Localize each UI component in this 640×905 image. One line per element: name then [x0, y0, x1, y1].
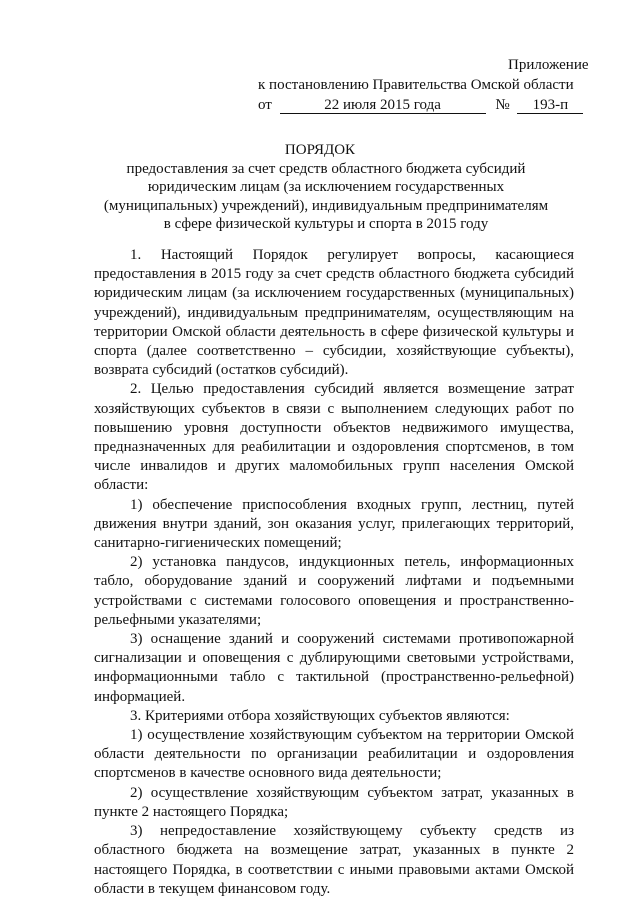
paragraph-2-item-2: 2) установка пандусов, индукционных петель, информационных табло, оборудование зданий и сооружений лифтами и подъемными устройствами с системами голосового оповещения и пространственно-рельефными указателями;	[94, 554, 574, 628]
paragraph-3-item-2: 2) осуществление хозяйствующим субъектом затрат, указанных в пункте 2 настоящего Порядка;	[94, 784, 574, 820]
paragraph-1: 1. Настоящий Порядок регулирует вопросы, касающиеся предоставления в 2015 году за счет средств областного бюджета субсидий юридическим лицам (за исключением государственных (муниципальных) учреждений), индивидуальным предпринимателям, осуществляющим на территории Омской области деятельность в сфере физической культуры и спорта (далее соответственно – субсидии, хозяйствующие субъекты), возврата субсидий (остатков субсидий).	[94, 247, 574, 379]
document-body	[94, 246, 574, 899]
document-title: ПОРЯДОК	[284, 142, 356, 158]
resolution-number: 193-п	[517, 97, 583, 114]
paragraph-2-item-1: 1) обеспечение приспособления входных групп, лестниц, путей движения внутри зданий, зон оказания услуг, прилегающих территорий, санитарно-гигиенических помещений;	[94, 496, 574, 552]
paragraph-3: 3. Критериями отбора хозяйствующих субъектов являются:	[130, 707, 510, 724]
resolution-date: 22 июля 2015 года	[280, 97, 486, 114]
appendix-label: Приложение	[508, 57, 589, 73]
date-prefix: от	[258, 97, 272, 113]
resolution-date-line	[258, 95, 583, 115]
paragraph-3-item-1: 1) осуществление хозяйствующим субъектом на территории Омской области деятельности по организации реабилитации и оздоровления спортсменов в качестве основного вида деятельности;	[94, 727, 574, 782]
paragraph-2: 2. Целью предоставления субсидий является возмещение затрат хозяйствующих субъектов в связи с выполнением следующих работ по повышению уровня доступности объектов недвижимого имущества, предназначенных для реабилитации и оздоровления спортсменов, в том числе инвалидов и других маломобильных групп населения Омской области:	[94, 381, 574, 494]
paragraph-3-item-3: 3) непредоставление хозяйствующему субъекту средств из областного бюджета на возмещение затрат, указанных в пункте 2 настоящего Порядка, в соответствии с иными правовыми актами Омской области в текущем финансовом году.	[94, 823, 574, 897]
paragraph-2-item-3: 3) оснащение зданий и сооружений системами противопожарной сигнализации и оповещения с дублирующими световыми устройствами, информационными табло с тактильной (пространственно-рельефной) информацией.	[94, 631, 574, 705]
number-prefix: №	[495, 97, 510, 113]
resolution-reference: к постановлению Правительства Омской области	[258, 77, 574, 93]
document-subtitle: предоставления за счет средств областного бюджета субсидий юридическим лицам (за исключением государственных (муниципальных) учреждений), индивидуальным предпринимателям в сфере физической культуры и спорта в 2015 году	[103, 161, 549, 233]
